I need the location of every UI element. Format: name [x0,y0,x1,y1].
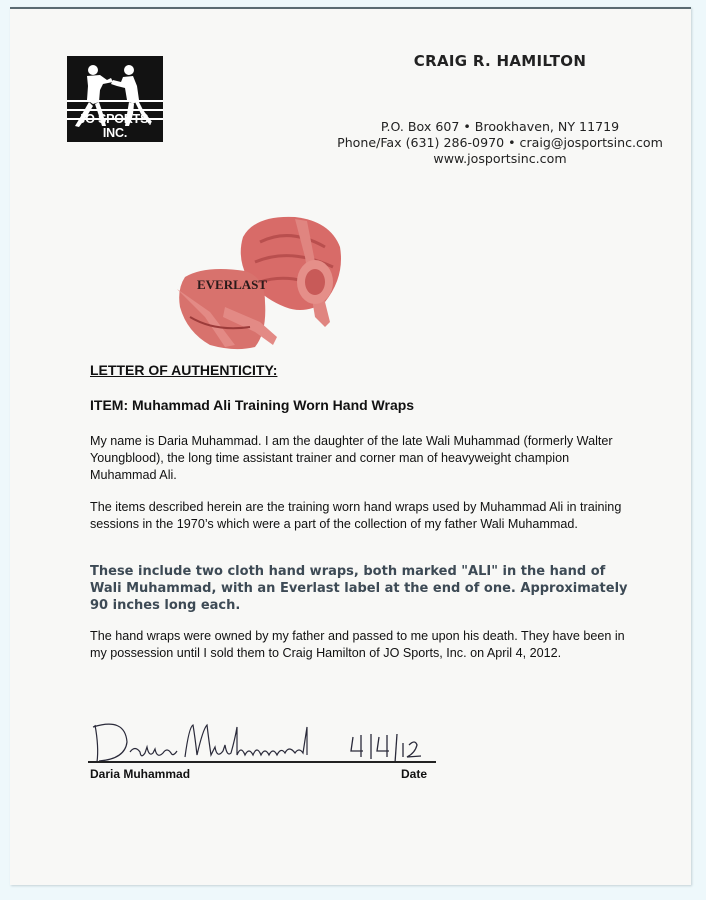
date-label: Date [401,767,428,781]
paragraph-description: These include two cloth hand wraps, both marked "ALI" in the hand of Wali Muhammad, with an Everlast label at the end of one. Approximately 90 inches long each. [90,564,628,613]
paragraph-provenance: The hand wraps were owned by my father and passed to me upon his death. They have been in my possession until I sold them to Craig Hamilton of JO Sports, Inc. on April 4, 2012. [90,629,625,660]
signer-name-label: Daria Muhammad [90,767,191,781]
signature-line [88,761,436,763]
hand-wraps-photo [165,207,355,357]
paragraph-introduction: My name is Daria Muhammad. I am the daughter of the late Wali Muhammad (formerly Walter Youngblood), the long time assistant trainer and corner man of heavyweight champion Muhammad Ali. [90,434,613,482]
logo-text: JO SPORTS, INC. [78,112,152,140]
signature-text: Daria Muhammad [85,717,94,718]
letterhead-website: www.josportsinc.com [433,151,567,166]
date-text: 4/4/12 [345,731,349,732]
jo-sports-logo [67,56,163,142]
paragraph-items: The items described herein are the training worn hand wraps used by Muhammad Ali in training sessions in the 1970’s which were a part of the collection of my father Wali Muhammad. [90,500,622,531]
letterhead-address: P.O. Box 607 • Brookhaven, NY 11719 [380,119,620,134]
letterhead-name: CRAIG R. HAMILTON [413,52,587,70]
letter-page [10,7,691,885]
everlast-label: EVERLAST [197,277,268,292]
everlast-hand-wrap [177,269,277,349]
signature-handwritten [85,717,375,767]
item-title: ITEM: Muhammad Ali Training Worn Hand Wraps [90,397,415,413]
letterhead-contact: Phone/Fax (631) 286-0970 • craig@josportsinc.com [337,135,663,150]
letter-heading: LETTER OF AUTHENTICITY: [90,362,278,378]
